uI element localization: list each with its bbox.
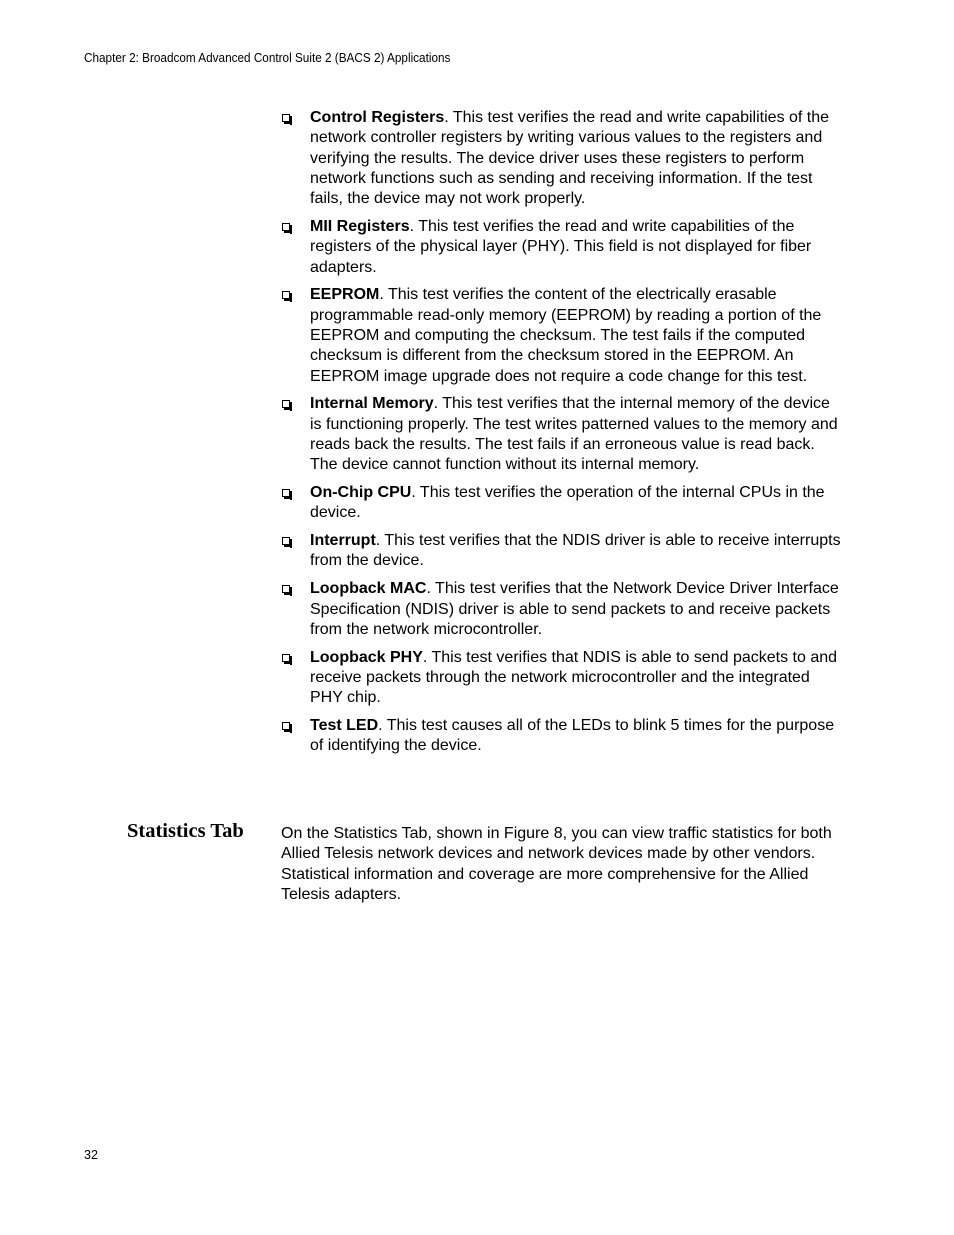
test-name: Loopback MAC <box>310 580 427 598</box>
test-description: . This test verifies the content of the electrically erasable programmable read-only memory (EEPROM) by reading a portion of the EEPROM and computing the checksum. The test fails if the computed checksum is different from the checksum stored in the EEPROM. An EEPROM image upgrade does not require a code change for this test. <box>310 286 822 385</box>
test-description: . This test causes all of the LEDs to blink 5 times for the purpose of identifying the device. <box>310 717 835 755</box>
checkbox-bullet-icon <box>282 585 290 593</box>
checkbox-bullet-icon <box>282 537 290 545</box>
diagnostic-test-list <box>281 108 841 764</box>
list-item <box>281 531 841 572</box>
test-description: . This test verifies that the Network Device Driver Interface Specification (NDIS) driver is able to send packets to and receive packets from the network microcontroller. <box>310 580 839 638</box>
list-item <box>281 483 841 524</box>
list-item <box>281 648 841 709</box>
test-name: Control Registers <box>310 109 445 126</box>
list-item <box>281 394 841 475</box>
checkbox-bullet-icon <box>282 722 290 730</box>
test-name: On-Chip CPU <box>310 484 412 502</box>
test-name: Interrupt <box>310 532 376 550</box>
test-description: . This test verifies the read and write capabilities of the network controller registers by writing various values to the registers and verifying the results. The device driver uses these registers to perform network functions such as sending and receiving information. If the test fails, the device may not work properly. <box>310 109 830 208</box>
checkbox-bullet-icon <box>282 223 290 231</box>
list-item <box>281 716 841 757</box>
list-item <box>281 285 841 386</box>
list-item <box>281 108 841 209</box>
checkbox-bullet-icon <box>282 291 290 299</box>
list-item <box>281 217 841 278</box>
list-item <box>281 579 841 640</box>
section-paragraph: On the Statistics Tab, shown in Figure 8, you can view traffic statistics for both Allied Telesis network devices and network devices made by other vendors. Statistical information and coverage are more comprehensive for the Allied Telesis adapters. <box>281 825 832 903</box>
page-number: 32 <box>84 1148 98 1162</box>
test-description: . This test verifies the read and write capabilities of the registers of the physical layer (PHY). This field is not displayed for fiber adapters. <box>310 217 812 276</box>
test-name: Loopback PHY <box>310 648 423 666</box>
test-name: MII Registers <box>310 217 410 235</box>
test-description: . This test verifies that the NDIS driver is able to receive interrupts from the device. <box>310 532 841 570</box>
test-description: . This test verifies the operation of the internal CPUs in the device. <box>310 484 825 522</box>
test-description: . This test verifies that the internal memory of the device is functioning properly. The test writes patterned values to the memory and reads back the results. The test fails if an erroneous value is read back. The device cannot function without its internal memory. <box>310 395 838 474</box>
checkbox-bullet-icon <box>282 489 290 497</box>
checkbox-bullet-icon <box>282 654 290 662</box>
test-name: Internal Memory <box>310 395 434 413</box>
checkbox-bullet-icon <box>282 400 290 408</box>
test-name: Test LED <box>310 717 379 735</box>
section-heading: Statistics Tab <box>127 820 244 842</box>
checkbox-bullet-icon <box>282 114 290 122</box>
test-description: . This test verifies that NDIS is able to send packets to and receive packets through the network microcontroller and the integrated PHY chip. <box>310 648 838 707</box>
test-name: EEPROM <box>310 286 380 304</box>
running-header: Chapter 2: Broadcom Advanced Control Suite 2 (BACS 2) Applications <box>84 51 451 65</box>
